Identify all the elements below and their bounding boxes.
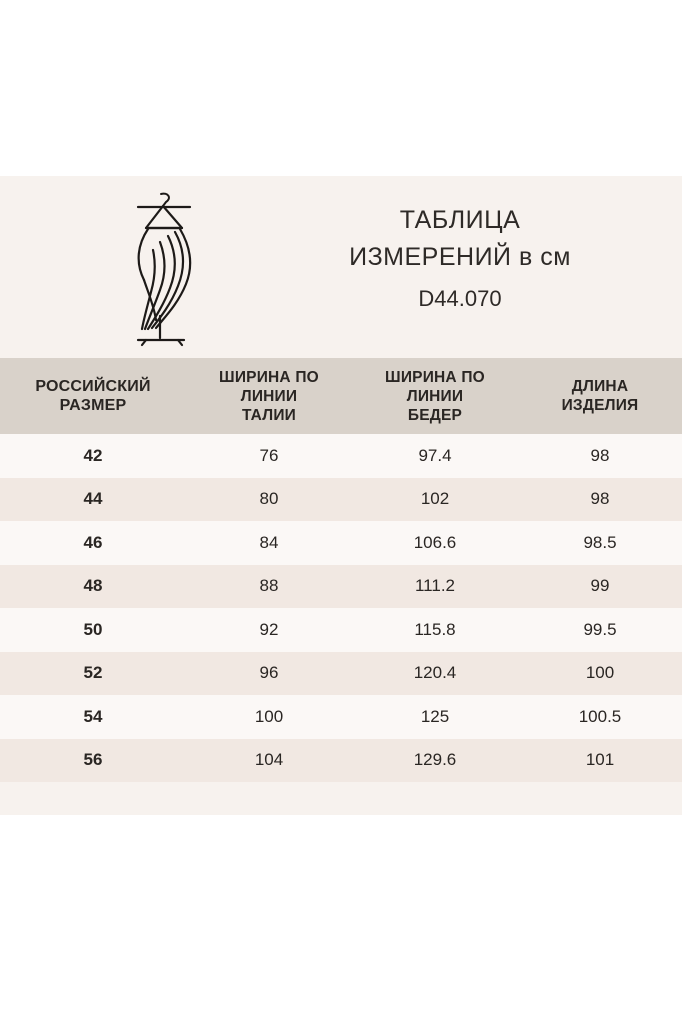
cell-length: 100.5 bbox=[578, 706, 622, 726]
column-header-size-line-2: РАЗМЕР bbox=[59, 397, 127, 414]
cell-waist: 80 bbox=[259, 489, 279, 509]
table-row bbox=[0, 652, 682, 696]
cell-hips: 111.2 bbox=[414, 576, 456, 596]
table-row bbox=[0, 608, 682, 652]
column-header-waist-line-2: ЛИНИИ bbox=[240, 387, 298, 405]
column-header-hips-line-3: БЕДЕР bbox=[407, 406, 463, 424]
cell-hips: 129.6 bbox=[413, 750, 457, 770]
table-row bbox=[0, 695, 682, 739]
table-body bbox=[0, 434, 682, 782]
cell-hips: 120.4 bbox=[413, 663, 457, 683]
cell-waist: 104 bbox=[254, 750, 284, 770]
cell-size: 50 bbox=[83, 619, 103, 639]
table-row bbox=[0, 434, 682, 478]
cell-size: 56 bbox=[83, 750, 103, 770]
cell-hips: 97.4 bbox=[418, 445, 452, 465]
table-row bbox=[0, 565, 682, 609]
dress-form-mannequin-icon bbox=[98, 188, 228, 348]
column-header-hips-line-2: ЛИНИИ bbox=[406, 387, 464, 405]
cell-size: 46 bbox=[83, 532, 103, 552]
column-header-waist bbox=[186, 358, 352, 434]
cell-length: 100 bbox=[585, 663, 615, 683]
cell-hips: 125 bbox=[420, 706, 450, 726]
column-header-waist-line-1: ШИРИНА ПО bbox=[219, 368, 319, 386]
table-row bbox=[0, 739, 682, 783]
cell-length: 98.5 bbox=[583, 532, 617, 552]
cell-size: 52 bbox=[83, 663, 103, 683]
page-title-line-2: ИЗМЕРЕНИЙ в см bbox=[349, 243, 571, 271]
chart-title-block bbox=[250, 202, 670, 314]
table-head bbox=[0, 358, 682, 434]
table-header-row bbox=[0, 358, 682, 434]
cell-length: 98 bbox=[590, 445, 610, 465]
cell-size: 44 bbox=[83, 489, 103, 509]
cell-waist: 88 bbox=[259, 576, 279, 596]
cell-waist: 96 bbox=[259, 663, 279, 683]
cell-length: 98 bbox=[590, 489, 610, 509]
cell-size: 54 bbox=[83, 706, 103, 726]
table-row bbox=[0, 478, 682, 522]
table-row bbox=[0, 521, 682, 565]
cell-waist: 92 bbox=[259, 619, 279, 639]
cell-hips: 115.8 bbox=[414, 619, 456, 639]
column-header-waist-line-3: ТАЛИИ bbox=[241, 406, 297, 424]
cell-length: 99.5 bbox=[583, 619, 617, 639]
card-footer-spacer bbox=[0, 782, 682, 815]
column-header-length-line-1: ДЛИНА bbox=[571, 378, 629, 395]
column-header-size-line-1: РОССИЙСКИЙ bbox=[35, 378, 151, 395]
measurements-table bbox=[0, 358, 682, 782]
article-code: D44.070 bbox=[418, 286, 502, 311]
cell-waist: 100 bbox=[254, 706, 284, 726]
page-title-line-1: ТАБЛИЦА bbox=[399, 206, 521, 234]
cell-length: 99 bbox=[590, 576, 610, 596]
cell-size: 48 bbox=[83, 576, 103, 596]
cell-waist: 84 bbox=[259, 532, 279, 552]
cell-length: 101 bbox=[585, 750, 615, 770]
column-header-length bbox=[518, 358, 682, 434]
column-header-size bbox=[0, 358, 186, 434]
cell-size: 42 bbox=[83, 445, 103, 465]
column-header-length-line-2: ИЗДЕЛИЯ bbox=[561, 397, 639, 414]
chart-header bbox=[0, 176, 682, 358]
size-chart-card bbox=[0, 176, 682, 815]
column-header-hips bbox=[352, 358, 518, 434]
cell-waist: 76 bbox=[259, 445, 279, 465]
cell-hips: 102 bbox=[420, 489, 450, 509]
cell-hips: 106.6 bbox=[413, 532, 457, 552]
column-header-hips-line-1: ШИРИНА ПО bbox=[385, 368, 485, 386]
